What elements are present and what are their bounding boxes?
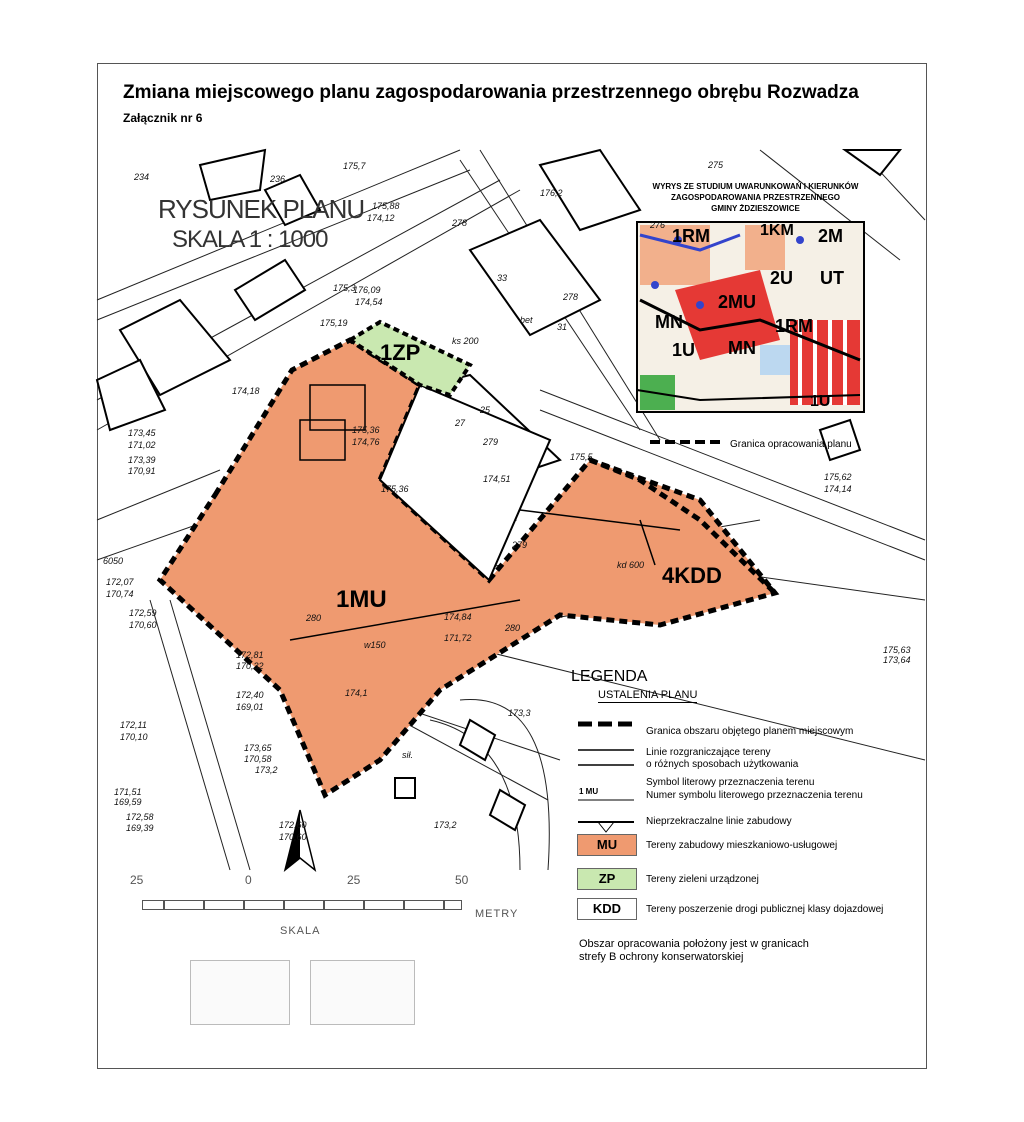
- legend-note: [579, 938, 809, 964]
- survey-number: 173,3: [508, 708, 531, 718]
- survey-number: 31: [557, 322, 568, 332]
- survey-number: 170,74: [106, 589, 134, 599]
- survey-number: 172,60: [279, 820, 307, 830]
- scale-unit: METRY: [475, 908, 519, 920]
- survey-number: 173,65: [244, 743, 272, 753]
- legend-item-text: o różnych sposobach użytkowania: [646, 759, 799, 770]
- scale-tick: 25: [347, 873, 361, 887]
- survey-number: 175,88: [372, 201, 400, 211]
- survey-number: 174,54: [355, 297, 383, 307]
- survey-number: 174,18: [232, 386, 260, 396]
- survey-number: 170,60: [129, 620, 157, 630]
- inset-title-line: GMINY ŻDZIESZOWICE: [711, 204, 800, 213]
- legend-symbol-1mu: 1 MU: [579, 787, 599, 796]
- survey-number: 170,10: [120, 732, 148, 742]
- legend-note-line: strefy B ochrony konserwatorskiej: [579, 951, 744, 963]
- survey-number: 278: [563, 292, 579, 302]
- legend-item-text: Nieprzekraczalne linie zabudowy: [646, 816, 792, 827]
- survey-number: 25: [480, 405, 491, 415]
- survey-number: 175,19: [320, 318, 348, 328]
- survey-number: 172,40: [236, 690, 264, 700]
- survey-number: 169,01: [236, 702, 264, 712]
- survey-number: 175,5: [570, 452, 593, 462]
- survey-number: w150: [364, 640, 386, 650]
- legend-symbols: [578, 724, 634, 832]
- survey-number: 172,58: [126, 812, 154, 822]
- legend-swatch-kdd: KDD: [577, 898, 637, 920]
- inset-zone-label: MN: [655, 312, 683, 332]
- survey-number: kd 600: [617, 560, 645, 570]
- legend-note-line: Obszar opracowania położony jest w granicach: [579, 938, 809, 950]
- inset-zone-label: UT: [820, 268, 844, 288]
- survey-number: 175,36: [352, 425, 380, 435]
- legend-item-text: Linie rozgraniczające tereny: [646, 747, 771, 758]
- inset-zone-label: 1RM: [775, 316, 814, 336]
- survey-number: sił.: [402, 750, 413, 760]
- inset-title-line: WYRYS ZE STUDIUM UWARUNKOWAŃ I KIERUNKÓW: [652, 182, 859, 191]
- legend-item-text: Tereny zieleni urządzonej: [646, 874, 759, 885]
- inset-zone-label: 2M: [818, 226, 844, 246]
- survey-number: 176,2: [540, 188, 563, 198]
- legend-swatch-zp: ZP: [577, 868, 637, 890]
- inset-zone-label: 1RM: [672, 226, 711, 246]
- survey-number: 280: [505, 623, 521, 633]
- survey-number: 172,59: [129, 608, 157, 618]
- survey-number: 172,11: [120, 720, 147, 730]
- drawing-label-title: RYSUNEK PLANU: [158, 194, 365, 224]
- survey-number: 170,60: [279, 832, 307, 842]
- legend-item-text: Granica obszaru objętego planem miejscowym: [646, 726, 854, 737]
- scale-tick: 0: [245, 873, 252, 887]
- survey-number: 174,76: [352, 437, 380, 447]
- survey-number: 175,7: [343, 161, 366, 171]
- survey-number: 174,12: [367, 213, 395, 223]
- drawing-label-scale: SKALA 1 : 1000: [172, 226, 328, 253]
- survey-number: 169,39: [126, 823, 154, 833]
- survey-number: 176,09: [353, 285, 381, 295]
- survey-number: 236: [270, 174, 286, 184]
- scale-tick: 25: [130, 873, 144, 887]
- survey-number: 234: [134, 172, 150, 182]
- legend-item-text: Symbol literowy przeznaczenia terenu: [646, 777, 815, 788]
- scale-label: SKALA: [280, 925, 321, 937]
- inset-title: [623, 181, 888, 214]
- inset-title-line: ZAGOSPODAROWANIA PRZESTRZENNEGO: [670, 193, 841, 202]
- survey-number: 33: [497, 273, 508, 283]
- scale-bar-block: [125, 873, 519, 943]
- survey-number: 27: [455, 418, 466, 428]
- official-stamp-right: [310, 960, 415, 1025]
- zone-label-1mu: 1MU: [336, 586, 387, 613]
- legend-item-text: Tereny poszerzenie drogi publicznej klasy dojazdowej: [646, 904, 884, 915]
- survey-number: 279: [512, 540, 528, 550]
- survey-number: 173,64: [883, 655, 911, 665]
- survey-number: 173,2: [434, 820, 457, 830]
- inset-zone-label: 2U: [770, 268, 794, 288]
- survey-number: 172,07: [106, 577, 134, 587]
- legend-swatch-mu: MU: [577, 834, 637, 856]
- official-stamp-left: [190, 960, 290, 1025]
- survey-number: 175,63: [883, 645, 911, 655]
- survey-number: 169,59: [114, 797, 142, 807]
- survey-number: 174,84: [444, 612, 472, 622]
- legend-item-text: Numer symbolu literowego przeznaczenia terenu: [646, 790, 863, 801]
- inset-zone-label: MN: [728, 338, 756, 358]
- legend-item-text: Tereny zabudowy mieszkaniowo-usługowej: [646, 840, 838, 851]
- survey-number: 170,91: [128, 466, 156, 476]
- survey-number: 170,58: [244, 754, 272, 764]
- survey-number: 175,3: [333, 283, 356, 293]
- inset-zone-label: 1KM: [760, 222, 794, 239]
- inset-zone-label: 2MU: [718, 292, 757, 312]
- survey-number: 276: [650, 220, 666, 230]
- survey-number: 280: [306, 613, 322, 623]
- survey-number: 174,14: [824, 484, 852, 494]
- survey-number: 278: [452, 218, 468, 228]
- survey-number: 174,51: [483, 474, 511, 484]
- survey-number: bet: [520, 315, 533, 325]
- scale-bar: [142, 900, 462, 910]
- legend-subtitle: USTALENIA PLANU: [598, 689, 698, 701]
- survey-number: 171,72: [444, 633, 472, 643]
- survey-number: 275: [708, 160, 724, 170]
- map-subtitle: Załącznik nr 6: [123, 111, 203, 125]
- survey-number: 173,2: [255, 765, 278, 775]
- map-title: Zmiana miejscowego planu zagospodarowania przestrzennego obrębu Rozwadza: [123, 82, 859, 103]
- survey-number: 170,32: [236, 661, 264, 671]
- survey-number: 175,36: [381, 484, 409, 494]
- survey-number: 175,62: [824, 472, 852, 482]
- survey-number: 172,81: [236, 650, 264, 660]
- survey-number: 173,39: [128, 455, 156, 465]
- inset-zone-label: 1U: [810, 393, 831, 410]
- survey-number: 171,02: [128, 440, 156, 450]
- survey-number: ks 200: [452, 336, 479, 346]
- zone-label-4kdd: 4KDD: [662, 563, 722, 588]
- zone-label-1zp: 1ZP: [380, 340, 421, 365]
- inset-caption: Granica opracowania planu: [730, 439, 852, 450]
- scale-tick: 50: [455, 873, 469, 887]
- inset-zone-label: 1U: [672, 340, 696, 360]
- survey-number: 279: [483, 437, 499, 447]
- survey-number: 173,45: [128, 428, 156, 438]
- survey-number: 174,1: [345, 688, 368, 698]
- survey-number: 6050: [103, 556, 124, 566]
- legend-title: LEGENDA: [571, 668, 648, 685]
- survey-number: 171,51: [114, 787, 142, 797]
